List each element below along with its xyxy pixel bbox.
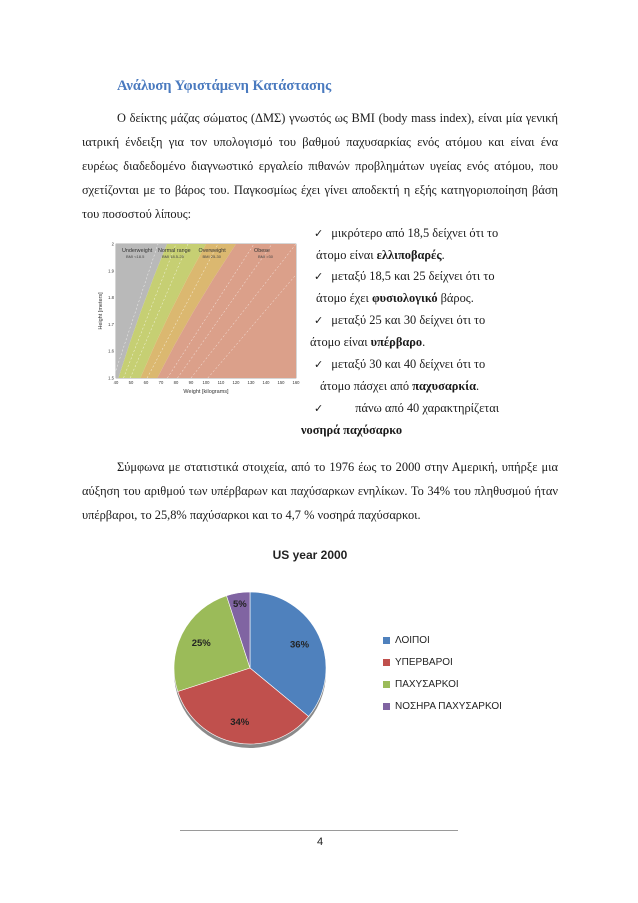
pie-data-label: 5% — [233, 599, 247, 611]
pie-data-label: 36% — [290, 639, 310, 651]
legend-swatch — [383, 637, 390, 644]
bmi-category-text: πάνω από 40 χαρακτηρίζεται — [355, 401, 500, 415]
x-tick-label: 70 — [158, 380, 164, 385]
bmi-category-term: παχυσαρκία — [412, 379, 476, 393]
legend-label: ΛΟΙΠΟΙ — [395, 634, 430, 646]
x-tick-label: 140 — [262, 380, 270, 385]
legend-swatch — [383, 659, 390, 666]
legend-item — [383, 673, 502, 695]
bmi-category-continuation: άτομο είναι υπέρβαρο. — [310, 335, 426, 349]
bmi-category-item — [314, 313, 485, 328]
zone-label: Underweight — [122, 248, 153, 255]
statistics-paragraph: Σύμφωνα με στατιστικά στοιχεία, από το 1976 έως το 2000 στην Αμερική, υπήρξε μια αύξηση του αριθμού των υπέρβαρων και παχύσαρκων ενηλίκων. Το 34% του πληθυσμού ήταν υπέρβαροι, το 25,8% παχύσαρκοι και το 4,7 % νοσηρά παχύσαρκοι. — [82, 460, 558, 522]
zone-label: Obese — [254, 248, 270, 255]
bmi-category-item — [314, 269, 495, 284]
bmi-category-term: υπέρβαρο — [370, 335, 423, 349]
bmi-category-text: μεταξύ 30 και 40 δείχνει ότι το — [331, 357, 486, 371]
zone-range-label: BMI 25-30 — [202, 254, 221, 260]
footer-divider — [180, 830, 458, 831]
pie-chart-title: US year 2000 — [272, 548, 348, 562]
bmi-category-item — [314, 357, 485, 372]
x-tick-label: 100 — [202, 380, 210, 385]
section-heading: Ανάλυση Υφιστάμενη Κατάστασης — [117, 78, 332, 94]
checkmark-icon: ✓ — [314, 314, 324, 327]
bmi-category-text: μεταξύ 18,5 και 25 δείχνει ότι το — [331, 269, 495, 283]
x-tick-label: 120 — [232, 380, 240, 385]
bmi-category-term: φυσιολογικό — [371, 291, 438, 305]
y-tick-label: 2 — [111, 241, 114, 247]
y-tick-label: 1.6 — [108, 348, 114, 354]
y-tick-label: 1.5 — [108, 375, 114, 381]
x-tick-label: 80 — [173, 380, 179, 385]
bmi-category-continuation: άτομο έχει φυσιολογικό βάρος. — [316, 291, 474, 305]
zone-label: Normal range — [158, 248, 191, 255]
x-tick-label: 90 — [188, 380, 194, 385]
y-tick-label: 1.7 — [108, 321, 114, 327]
checkmark-icon: ✓ — [314, 358, 324, 371]
checkmark-icon: ✓ — [314, 227, 324, 240]
bmi-category-continuation — [301, 423, 402, 438]
zone-range-label: BMI 18.5-25 — [162, 254, 184, 260]
legend-swatch — [383, 681, 390, 688]
intro-paragraph: Ο δείκτης μάζας σώματος (ΔΜΣ) γνωστός ως BMI (body mass index), είναι μία γενική ιατρική ένδειξη για τον υπολογισμό του βαθμού παχυσαρκίας ενός ατόμου και είναι ένα ευρέως διαδεδομένο διαγνωστικό εργαλείο πιθανών προβλημάτων υγείας ενός ατόμου, που σχετίζονται με το βάρος του. Παγκοσμίως έχει γίνει αποδεκτή η εξής κατηγοριοποίηση βάση του ποσοστού λίπους: — [82, 111, 558, 221]
y-tick-label: 1.9 — [108, 268, 114, 274]
pie-data-label: 25% — [191, 638, 211, 650]
bmi-chart-image — [96, 240, 302, 402]
legend-label: ΥΠΕΡΒΑΡΟΙ — [395, 656, 453, 668]
bmi-category-item — [314, 226, 498, 241]
x-tick-label: 50 — [128, 380, 134, 385]
zone-range-label: BMI <18.5 — [126, 254, 145, 260]
legend-swatch — [383, 703, 390, 710]
x-tick-label: 60 — [143, 380, 149, 385]
y-axis-label: Height [meters] — [98, 292, 104, 330]
legend-label: ΝΟΣΗΡΑ ΠΑΧΥΣΑΡΚΟΙ — [395, 700, 502, 712]
bmi-category-continuation: άτομο είναι ελλιποβαρές. — [316, 248, 445, 262]
pie-data-label: 34% — [230, 716, 250, 728]
zone-range-label: BMI >30 — [258, 254, 274, 260]
x-tick-label: 160 — [292, 380, 300, 385]
x-tick-label: 40 — [113, 380, 119, 385]
bmi-category-term: νοσηρά παχύσαρκο — [301, 423, 403, 437]
bmi-category-term: ελλιποβαρές — [376, 248, 442, 262]
zone-label: Overweight — [198, 248, 226, 255]
checkmark-icon: ✓ — [314, 402, 324, 415]
legend-label: ΠΑΧΥΣΑΡΚΟΙ — [395, 678, 459, 690]
legend-item — [383, 629, 502, 651]
checkmark-icon: ✓ — [314, 270, 324, 283]
y-tick-label: 1.8 — [108, 295, 114, 301]
bmi-category-item — [314, 401, 499, 416]
legend-item — [383, 695, 502, 717]
legend-item — [383, 651, 502, 673]
x-tick-label: 130 — [247, 380, 255, 385]
bmi-category-continuation: άτομο πάσχει από παχυσαρκία. — [320, 379, 480, 393]
x-tick-label: 110 — [217, 380, 225, 385]
bmi-category-text: μικρότερο από 18,5 δείχνει ότι το — [331, 226, 499, 240]
bmi-category-text: μεταξύ 25 και 30 δείχνει ότι το — [331, 313, 486, 327]
page-number: 4 — [316, 836, 324, 848]
x-axis-label: Weight [kilograms] — [183, 389, 229, 395]
pie-chart-legend — [383, 629, 502, 717]
x-tick-label: 150 — [277, 380, 285, 385]
pie-chart — [160, 580, 340, 760]
